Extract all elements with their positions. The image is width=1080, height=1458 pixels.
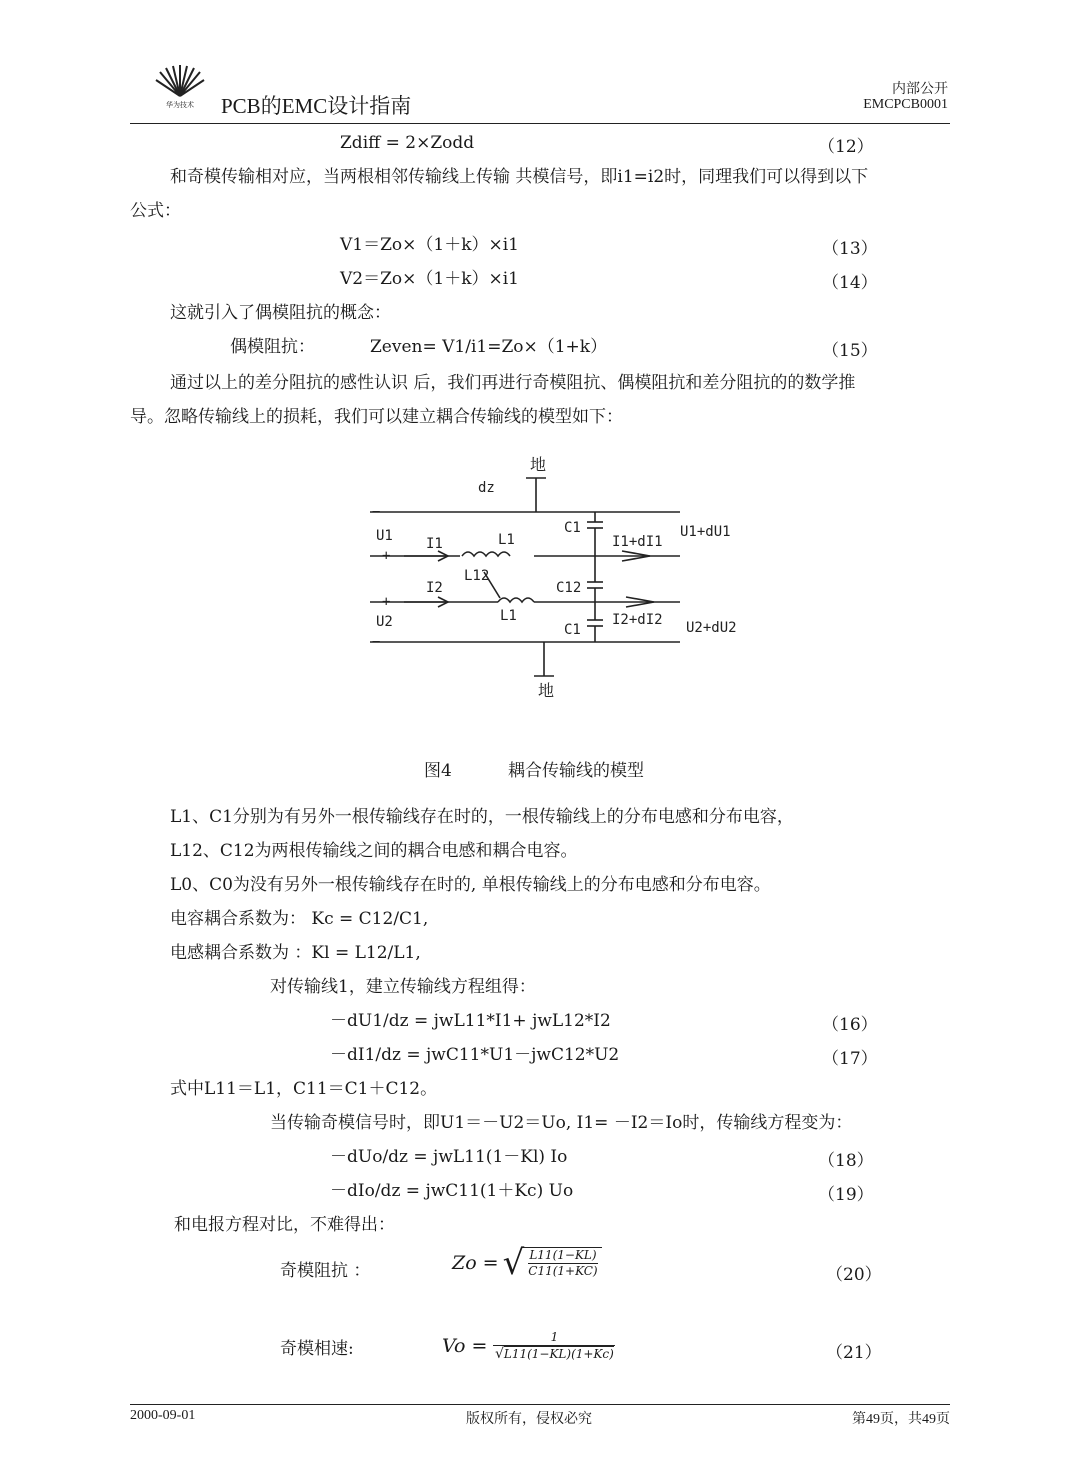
u1-du1-label: U1+dU1 [680,524,731,540]
paragraph-1-line-2: 公式： [130,201,181,221]
eq20-fraction [524,1247,601,1279]
paragraph-3-line-2: 导。忽略传输线上的损耗，我们可以建立耦合传输线的模型如下： [130,407,623,427]
eq15-label: 偶模阻抗： [230,337,315,357]
u2-du2-label: U2+dU2 [686,620,737,636]
eq16-text: －dU1/dz = jwL11*I1+ jwL12*I2 [330,1011,611,1031]
eq21-lhs: Vo = [442,1335,488,1357]
minus-bottom: − [372,634,381,650]
eq18-number: （18） [818,1151,874,1171]
coupled-line-diagram [350,448,770,708]
figure-number: 图4 [424,761,452,781]
classification-label: 内部公开 [892,82,948,97]
l12-label: L12 [464,568,490,584]
paragraph-1-line-1: 和奇模传输相对应，当两根相邻传输线上传输 共模信号，即i1=i2时，同理我们可以得到以下 [170,167,869,187]
eq13-text: V1＝Zo×（1＋k）×i1 [340,235,519,255]
plus-bottom: + [382,594,391,610]
c1-label-bottom: C1 [564,622,581,638]
eq18-text: －dUo/dz = jwL11(1－Kl) Io [330,1147,568,1167]
eq20-number: （20） [826,1265,882,1285]
plus-top: + [382,548,391,564]
eq21-number: （21） [826,1343,882,1363]
eq19-number: （19） [818,1185,874,1205]
eq14-number: （14） [822,273,878,293]
sqrt-symbol: √ [502,1243,525,1283]
eq20-denominator: C11(1+KC) [528,1264,598,1278]
eq15-text: Zeven= V1/i1=Zo×（1+k） [370,337,608,357]
capacitive-coefficient: 电容耦合系数为： Kc = C12/C1, [170,909,429,929]
header-rule [130,123,950,124]
eq20-numerator: L11(1−KL) [529,1248,597,1262]
eq12-number: （12） [818,137,874,157]
eq21-numerator: 1 [550,1330,559,1344]
document-id: EMCPCB0001 [863,97,948,112]
footer-copyright: 版权所有，侵权必究 [466,1412,592,1427]
eq17-number: （17） [822,1049,878,1069]
paragraph-2: 这就引入了偶模阻抗的概念： [170,303,391,323]
paragraph-3-line-1: 通过以上的差分阻抗的感性认识 后，我们再进行奇模阻抗、偶模阻抗和差分阻抗的的数学推 [170,373,856,393]
u1-label: U1 [376,528,393,544]
definition-1: L1、C1分别为有另外一根传输线存在时的，一根传输线上的分布电感和分布电容， [170,807,794,827]
eq17-text: －dI1/dz = jwC11*U1－jwC12*U2 [330,1045,620,1065]
ground-label-top: 地 [530,455,547,474]
ground-label-bottom: 地 [538,681,555,700]
inductive-coefficient: 电感耦合系数为 ：Kl = L12/L1, [170,943,421,963]
eq21-fraction [493,1330,615,1362]
i2-di2-label: I2+dI2 [612,612,663,628]
l1-label-bottom: L1 [500,608,517,624]
eq15-number: （15） [822,341,878,361]
line-equation-intro: 对传输线1，建立传输线方程组得： [270,977,536,997]
eq14-text: V2＝Zo×（1＋k）×i1 [340,269,519,289]
eq12-text: Zdiff = 2×Zodd [340,133,475,153]
minus-top: − [372,504,381,520]
definition-3: L0、C0为没有另外一根传输线存在时的, 单根传输线上的分布电感和分布电容。 [170,875,771,895]
u2-label: U2 [376,614,393,630]
i1-di1-label: I1+dI1 [612,534,663,550]
footer-page-number: 第49页，共49页 [852,1412,950,1427]
definition-2: L12、C12为两根传输线之间的耦合电感和耦合电容。 [170,841,578,861]
c1-label-top: C1 [564,520,581,536]
dz-label: dz [478,480,495,496]
eq21-formula [442,1330,615,1362]
i1-label: I1 [426,536,443,552]
eq16-number: （16） [822,1015,878,1035]
document-title: PCB的EMC设计指南 [221,94,412,118]
svg-text:华为技术: 华为技术 [166,101,194,109]
where-clause: 式中L11＝L1，C11＝C1＋C12。 [170,1079,438,1099]
telegraph-comparison: 和电报方程对比，不难得出： [174,1215,395,1235]
eq20-lhs: Zo = [452,1252,499,1274]
eq13-number: （13） [822,239,878,259]
odd-mode-intro: 当传输奇模信号时，即U1＝－U2＝Uo, I1= －I2＝Io时，传输线方程变为： [270,1113,853,1133]
i2-label: I2 [426,580,443,596]
footer-rule [130,1404,950,1405]
footer-date: 2000-09-01 [130,1408,196,1423]
company-logo [150,64,210,110]
c12-label: C12 [556,580,582,596]
eq21-label: 奇模相速: [280,1339,354,1359]
l1-label-top: L1 [498,532,515,548]
eq21-denominator: L11(1−KL)(1+Kc) [503,1347,614,1361]
eq20-label: 奇模阻抗 ： [280,1261,371,1281]
eq20-formula [452,1243,602,1283]
eq21-denominator-group [495,1346,614,1362]
figure-caption: 耦合传输线的模型 [508,761,644,781]
sqrt-symbol: √ [494,1345,504,1362]
eq19-text: －dIo/dz = jwC11(1＋Kc) Uo [330,1181,574,1201]
